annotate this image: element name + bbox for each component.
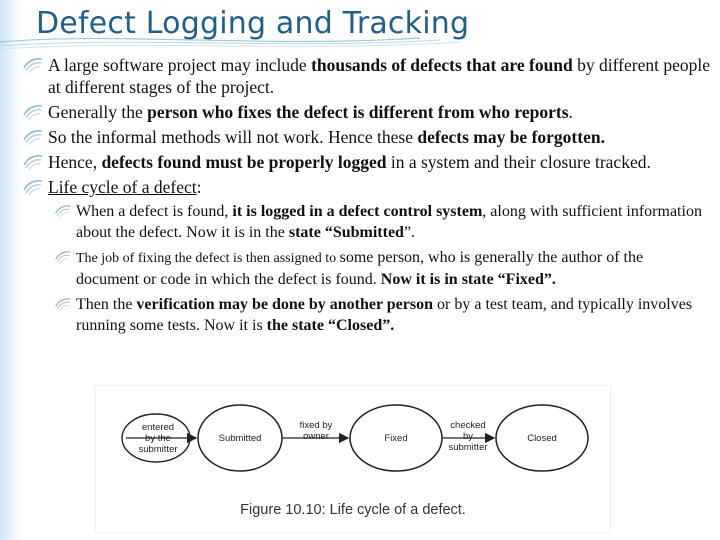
bold-text-span: person who fixes the defect is different from who reports	[147, 102, 569, 122]
transition-label-checked: checked by submitter	[448, 420, 488, 453]
left-gradient-band	[0, 0, 22, 540]
transition-label-entered: entered by the submitter	[138, 422, 178, 455]
title-swoosh-decoration	[0, 30, 720, 54]
text-span: by different people at different stages of the project.	[48, 55, 710, 97]
bullet-item-1	[20, 54, 710, 98]
defect-lifecycle-figure	[96, 386, 610, 532]
text-span: When a defect is found,	[76, 203, 233, 220]
text-span: Then the	[76, 296, 137, 313]
sub-bullet-item-2	[20, 247, 710, 290]
sub-bullet-item-3	[20, 294, 710, 336]
bullet-item-4	[20, 151, 710, 173]
text-span: in a system and their closure tracked.	[386, 152, 651, 172]
transition-label-fixed: fixed by owner	[299, 420, 333, 442]
state-label-fixed: Fixed	[384, 433, 408, 444]
slide-content	[20, 54, 710, 340]
bullet-swoosh-icon	[22, 103, 44, 121]
state-label-closed: Closed	[527, 433, 557, 444]
bullet-item-5	[20, 176, 710, 198]
text-span: Hence,	[48, 152, 102, 172]
text-span: ”.	[403, 224, 416, 241]
state-label-submitted: Submitted	[218, 433, 262, 444]
text-span: , along with sufficient information about the defect. Now it is in the	[76, 203, 702, 241]
bullet-item-2	[20, 101, 710, 123]
bullet-swoosh-icon	[54, 249, 72, 265]
slide-title: Defect Logging and Tracking	[36, 6, 470, 41]
text-span: some person, who is generally the author of the document or code in which the defect is found.	[76, 249, 644, 288]
bullet-swoosh-icon	[22, 128, 44, 146]
text-span: Generally the	[48, 102, 148, 122]
bold-text-span: thousands of defects that are found	[311, 55, 573, 75]
figure-caption: Figure 10.10: Life cycle of a defect.	[240, 502, 466, 518]
bold-text-span: Now it is in state “Fixed”.	[380, 271, 556, 288]
bullet-swoosh-icon	[22, 178, 44, 196]
bold-text-span: defects may be forgotten.	[417, 127, 605, 147]
text-span: A large software project may include	[48, 55, 312, 75]
bullet-swoosh-icon	[22, 153, 44, 171]
bullet-swoosh-icon	[54, 203, 72, 219]
title-area	[0, 0, 720, 52]
text-span: Life cycle of a defect	[48, 177, 197, 197]
bullet-item-3	[20, 126, 710, 148]
text-span: The job of fixing the defect is then assigned to	[76, 251, 340, 266]
bullet-list	[20, 54, 710, 198]
bullet-swoosh-icon	[54, 296, 72, 312]
sub-bullet-list	[20, 201, 710, 336]
text-span: .	[568, 102, 573, 122]
bold-text-span: state “Submitted	[288, 224, 404, 241]
bold-text-span: verification may be done by another person	[136, 296, 434, 313]
text-span: So the informal methods will not work. Hence these	[48, 127, 418, 147]
text-span: or by a test team, and typically involves running some tests. Now it is	[76, 296, 693, 334]
sub-bullet-item-1	[20, 201, 710, 243]
bold-text-span: it is logged in a defect control system	[232, 203, 483, 220]
bold-text-span: the state “Closed”.	[266, 317, 395, 334]
bold-text-span: defects found must be properly logged	[101, 152, 387, 172]
text-span: :	[196, 177, 202, 197]
bullet-swoosh-icon	[22, 56, 44, 74]
